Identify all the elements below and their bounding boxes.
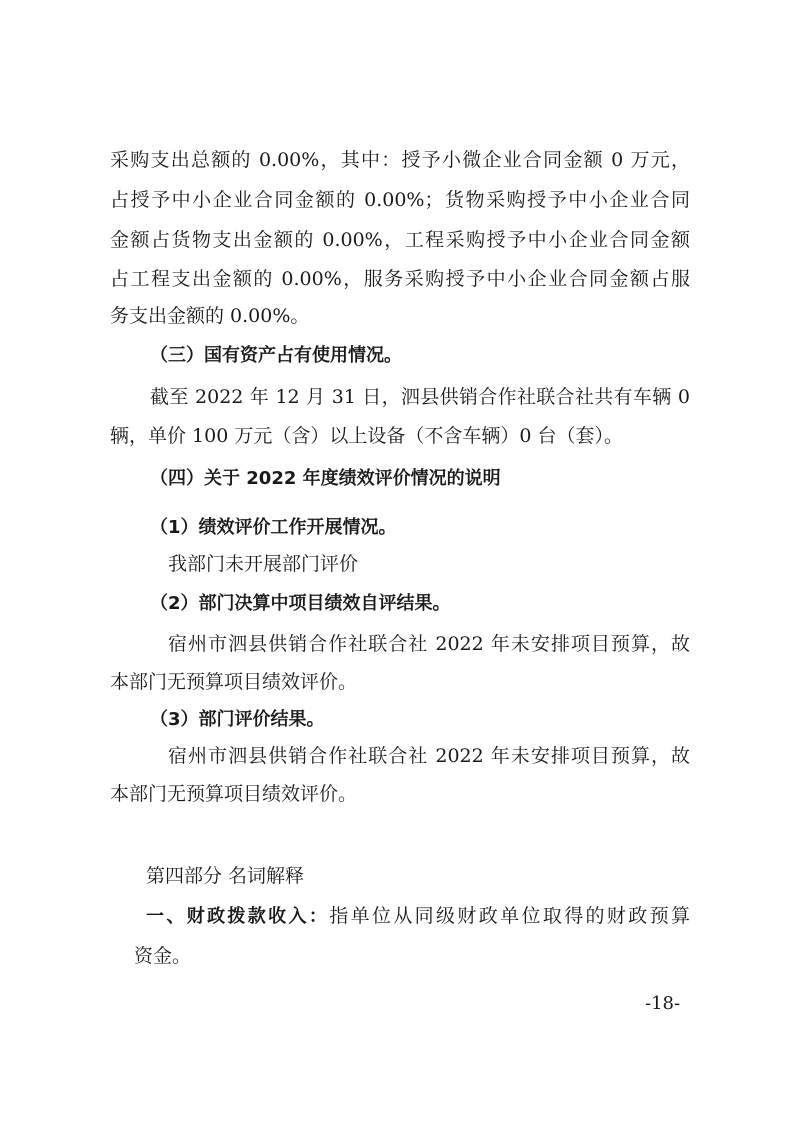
term-1-continuation: 资金。 (134, 945, 192, 967)
sub3-line-1: 宿州市泗县供销合作社联合社 2022 年未安排项目预算，故 (168, 745, 690, 767)
section3-heading: （三）国有资产占有使用情况。 (150, 345, 402, 366)
procurement-line-1: 采购支出总额的 0.00%，其中：授予小微企业合同金额 0 万元， (110, 149, 690, 171)
section3-line-2: 辆，单价 100 万元（含）以上设备（不含车辆）0 台（套）。 (110, 425, 623, 447)
procurement-line-2: 占授予中小企业合同金额的 0.00%；货物采购授予中小企业合同 (110, 189, 690, 211)
sub2-heading: （2）部门决算中项目绩效自评结果。 (150, 593, 451, 614)
term-1-text: 指单位从同级财政单位取得的财政预算 (329, 905, 690, 927)
procurement-line-3: 金额占货物支出金额的 0.00%，工程采购授予中小企业合同金额 (110, 229, 690, 251)
sub3-heading: （3）部门评价结果。 (150, 709, 325, 730)
sub1-text: 我部门未开展部门评价 (168, 553, 359, 575)
sub3-line-2: 本部门无预算项目绩效评价。 (110, 783, 358, 805)
part4-title: 第四部分 名词解释 (146, 865, 305, 887)
sub1-heading: （1）绩效评价工作开展情况。 (150, 517, 397, 538)
sub2-line-1: 宿州市泗县供销合作社联合社 2022 年未安排项目预算，故 (168, 633, 690, 655)
section3-line-1: 截至 2022 年 12 月 31 日，泗县供销合作社联合社共有车辆 0 (150, 386, 690, 408)
procurement-line-5: 务支出金额的 0.00%。 (110, 305, 310, 327)
section4-heading: （四）关于 2022 年度绩效评价情况的说明 (150, 468, 501, 489)
term-1-label: 一、财政拨款收入： (146, 906, 330, 927)
procurement-line-4: 占工程支出金额的 0.00%，服务采购授予中小企业合同金额占服 (110, 268, 690, 290)
page-number: -18- (645, 993, 681, 1014)
term-1 (146, 902, 690, 931)
sub2-line-2: 本部门无预算项目绩效评价。 (110, 671, 358, 693)
